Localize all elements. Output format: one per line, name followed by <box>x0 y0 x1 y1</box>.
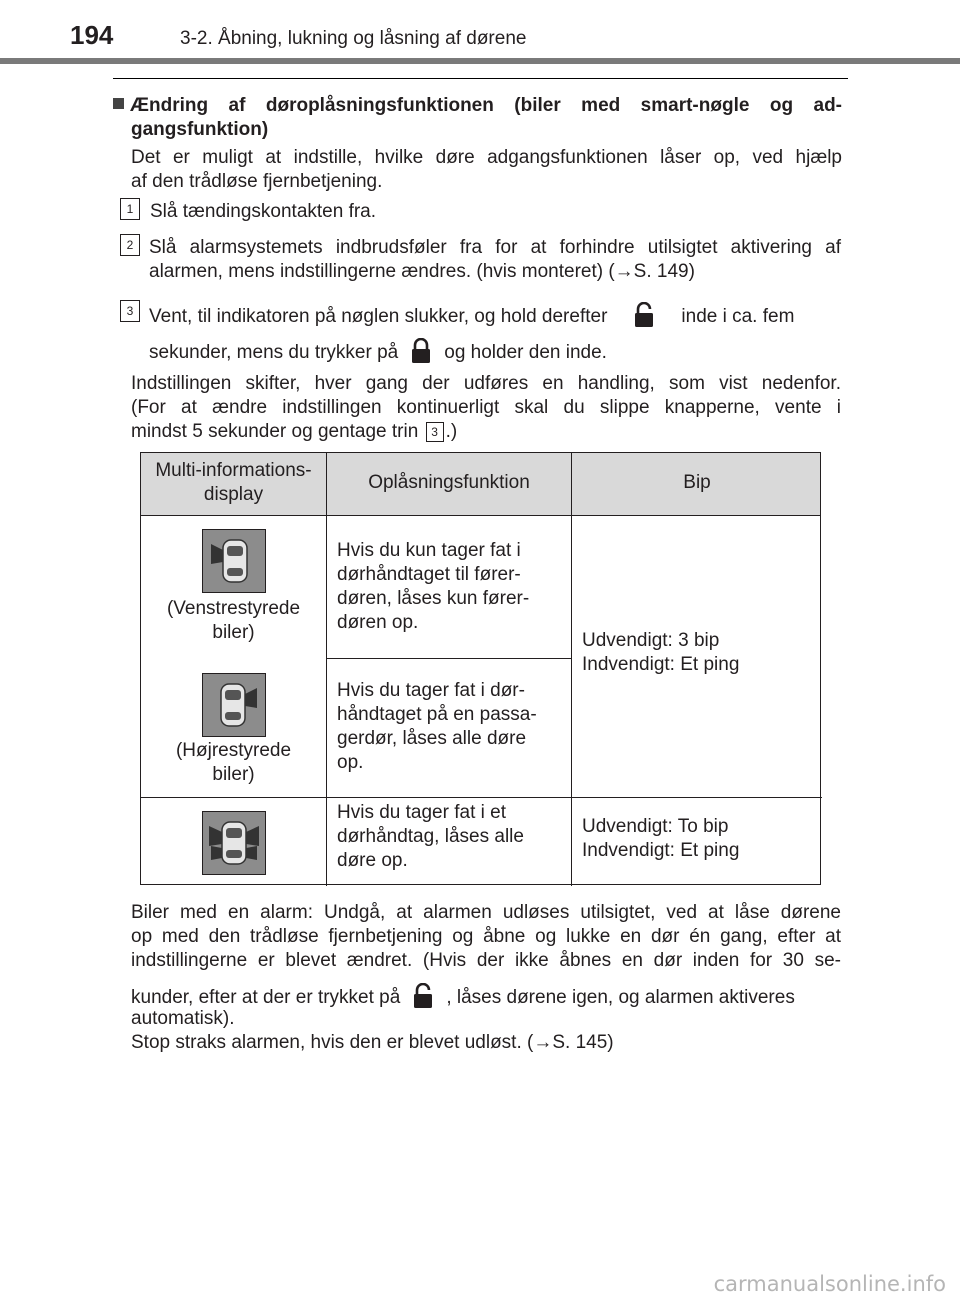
note-line5: automatisk). <box>131 1008 235 1029</box>
unlock-button-icon-note <box>412 983 434 1009</box>
display-thumbnail-right-hand-drive <box>202 673 266 737</box>
step1-text: Slå tændingskontakten fra. <box>150 201 377 222</box>
lock-button-icon <box>410 338 432 364</box>
caption-left-hand-drive: (Venstrestyrede biler) <box>166 598 301 643</box>
note-line6: Stop straks alarmen, hvis den er blevet udløst. (→S. 145) <box>131 1032 614 1053</box>
info-line1: Indstillingen skifter, hver gang der udføres en handling, som vist nedenfor. <box>131 373 841 394</box>
display-thumbnail-all-doors <box>202 811 266 875</box>
note-line2: op med den trådløse fjernbetjening og åbne og lukke en dør én gang, efter at <box>131 926 841 947</box>
step3-line2: sekunder, mens du trykker på og holder den inde. <box>149 338 607 365</box>
intro-line2: af den trådløse fjernbetjening. <box>131 171 383 192</box>
note-line3: indstillingerne er blevet ændret. (Hvis der ikke åbnes en dør inden for 30 se- <box>131 950 841 971</box>
header-bar <box>0 58 960 64</box>
note-line4: kunder, efter at der er trykket på , låses dørene igen, og alarmen aktiveres <box>131 983 795 1010</box>
step-ref-3: 3 <box>426 422 444 442</box>
watermark[interactable]: carmanualsonline.info <box>713 1272 946 1296</box>
function-driver-door: Hvis du kun tager fat i dørhåndtaget til fører- døren, låses kun fører- døren op. <box>337 540 530 633</box>
step-number-2: 2 <box>120 234 140 256</box>
intro-line1: Det er muligt at indstille, hvilke døre adgangsfunktionen låser op, ved hjælp <box>131 147 842 168</box>
section-rule <box>113 78 848 79</box>
page-number: 194 <box>70 20 114 50</box>
header-function: Oplåsningsfunktion <box>368 472 530 493</box>
display-thumbnail-left-hand-drive <box>202 529 266 593</box>
beep-row1: Udvendigt: 3 bip Indvendigt: Et ping <box>582 630 740 675</box>
function-passenger-door: Hvis du tager fat i dør- håndtaget på en passa- gerdør, låses alle døre op. <box>337 680 537 773</box>
section-title-line2: gangsfunktion) <box>131 119 269 140</box>
unlock-button-icon <box>633 302 655 328</box>
header-display: Multi-informations- display <box>155 460 312 505</box>
info-line2: (For at ændre indstillingen kontinuerligt skal du slippe knapperne, vente i <box>131 397 841 418</box>
settings-table <box>140 452 821 885</box>
caption-right-hand-drive: (Højrestyrede biler) <box>175 740 292 785</box>
header-beep: Bip <box>683 472 711 493</box>
info-line3: mindst 5 sekunder og gentage trin 3 .) <box>131 421 458 442</box>
step-number-1: 1 <box>120 198 140 220</box>
car-all-doors-open-icon <box>203 812 265 874</box>
chapter-title: 3-2. Åbning, lukning og låsning af dørene <box>180 28 527 49</box>
step3-line1: Vent, til indikatoren på nøglen slukker, og hold derefter inde i ca. fem <box>149 302 841 329</box>
note-line1: Biler med en alarm: Undgå, at alarmen udløses utilsigtet, ved at låse dørene <box>131 902 841 923</box>
car-door-open-passenger-icon <box>203 674 265 736</box>
bullet-square-icon <box>113 98 124 109</box>
function-all-doors: Hvis du tager fat i et dørhåndtag, låses alle døre op. <box>337 802 524 871</box>
beep-row2: Udvendigt: To bip Indvendigt: Et ping <box>582 816 740 861</box>
step2-line2: alarmen, mens indstillingerne ændres. (hvis monteret) (→S. 149) <box>149 261 695 282</box>
section-title-line1: Ændring af døroplåsningsfunktionen (biler med smart-nøgle og ad- <box>113 94 842 118</box>
step-number-3: 3 <box>120 300 140 322</box>
step2-line1: Slå alarmsystemets indbrudsføler fra for at forhindre utilsigtet aktivering af <box>149 237 841 258</box>
car-door-open-driver-icon <box>203 530 265 592</box>
